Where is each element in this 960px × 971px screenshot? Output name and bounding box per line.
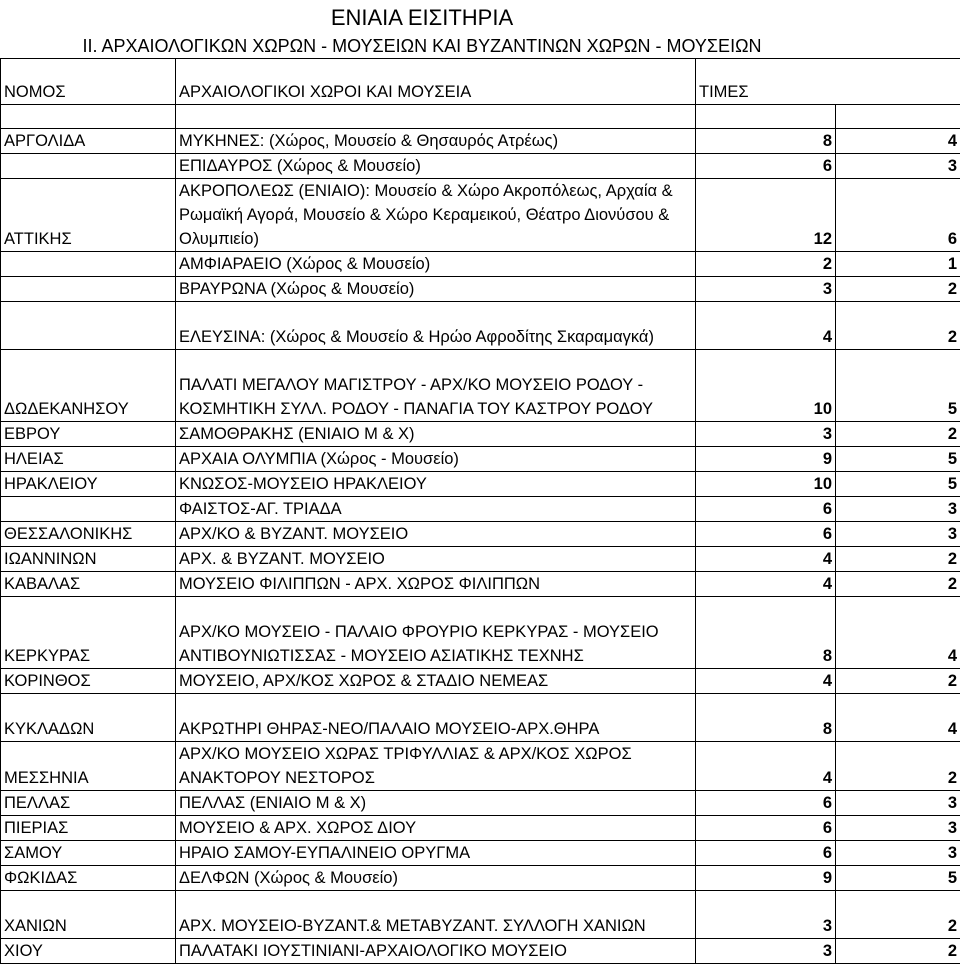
reduced-price-cell: 5 <box>836 866 960 891</box>
table-row <box>1 742 960 791</box>
reduced-price-cell: 3 <box>836 497 960 522</box>
site-cell: ΑΡΧ/ΚΟ & ΒΥΖΑΝΤ. ΜΟΥΣΕΙΟ <box>176 522 696 547</box>
price-table <box>0 58 960 964</box>
reduced-price-cell: 2 <box>836 891 960 939</box>
site-cell: ΕΛΕΥΣΙΝΑ: (Χώρος & Μουσείο & Ηρώο Αφροδίτης Σκαραμαγκά) <box>176 302 696 350</box>
spacer-cell <box>1 105 176 129</box>
reduced-price-cell: 4 <box>836 597 960 669</box>
full-price-cell: 10 <box>696 472 836 497</box>
table-row <box>1 669 960 694</box>
page-subtitle: ΙΙ. ΑΡΧΑΙΟΛΟΓΙΚΩΝ ΧΩΡΩΝ - ΜΟΥΣΕΙΩΝ ΚΑΙ ΒΥΖΑΝΤΙΝΩΝ ΧΩΡΩΝ - ΜΟΥΣΕΙΩΝ <box>82 36 762 56</box>
header-nomos: ΝΟΜΟΣ <box>1 59 176 105</box>
table-row <box>1 129 960 154</box>
reduced-price-cell: 3 <box>836 522 960 547</box>
nomos-cell: ΚΕΡΚΥΡΑΣ <box>1 597 176 669</box>
full-price-cell: 3 <box>696 422 836 447</box>
site-cell: ΦΑΙΣΤΟΣ-ΑΓ. ΤΡΙΑΔΑ <box>176 497 696 522</box>
reduced-price-cell: 4 <box>836 694 960 742</box>
nomos-cell: ΘΕΣΣΑΛΟΝΙΚΗΣ <box>1 522 176 547</box>
table-row <box>1 841 960 866</box>
table-row <box>1 547 960 572</box>
full-price-cell: 8 <box>696 597 836 669</box>
nomos-cell <box>1 252 176 277</box>
table-row <box>1 252 960 277</box>
site-cell: ΑΡΧ/ΚΟ ΜΟΥΣΕΙΟ - ΠΑΛΑΙΟ ΦΡΟΥΡΙΟ ΚΕΡΚΥΡΑΣ - ΜΟΥΣΕΙΟ ΑΝΤΙΒΟΥΝΙΩΤΙΣΣΑΣ - ΜΟΥΣΕΙΟ ΑΣΙΑΤΙΚΗΣ ΤΕΧΝΗΣ <box>176 597 696 669</box>
reduced-price-cell: 2 <box>836 277 960 302</box>
site-cell: ΑΡΧΑΙΑ ΟΛΥΜΠΙΑ (Χώρος - Μουσείο) <box>176 447 696 472</box>
table-row <box>1 422 960 447</box>
full-price-cell: 9 <box>696 447 836 472</box>
spacer-cell <box>836 105 960 129</box>
nomos-cell: ΠΕΛΛΑΣ <box>1 791 176 816</box>
full-price-cell: 6 <box>696 841 836 866</box>
spacer-row <box>1 105 960 129</box>
full-price-cell: 2 <box>696 252 836 277</box>
reduced-price-cell: 3 <box>836 791 960 816</box>
table-row <box>1 597 960 669</box>
full-price-cell: 9 <box>696 866 836 891</box>
full-price-cell: 3 <box>696 939 836 964</box>
reduced-price-cell: 2 <box>836 572 960 597</box>
reduced-price-cell: 4 <box>836 129 960 154</box>
table-row <box>1 447 960 472</box>
table-row <box>1 791 960 816</box>
table-row <box>1 302 960 350</box>
nomos-cell <box>1 154 176 179</box>
full-price-cell: 4 <box>696 742 836 791</box>
reduced-price-cell: 5 <box>836 447 960 472</box>
full-price-cell: 10 <box>696 350 836 422</box>
full-price-cell: 3 <box>696 277 836 302</box>
table-row <box>1 472 960 497</box>
full-price-cell: 6 <box>696 791 836 816</box>
nomos-cell: ΑΤΤΙΚΗΣ <box>1 179 176 252</box>
spacer-cell <box>696 105 836 129</box>
table-row <box>1 891 960 939</box>
nomos-cell: ΗΛΕΙΑΣ <box>1 447 176 472</box>
full-price-cell: 6 <box>696 522 836 547</box>
full-price-cell: 6 <box>696 816 836 841</box>
full-price-cell: 4 <box>696 669 836 694</box>
reduced-price-cell: 2 <box>836 422 960 447</box>
site-cell: ΠΑΛΑΤΑΚΙ ΙΟΥΣΤΙΝΙΑΝΙ-ΑΡΧΑΙΟΛΟΓΙΚΟ ΜΟΥΣΕΙΟ <box>176 939 696 964</box>
site-cell: ΑΚΡΩΤΗΡΙ ΘΗΡΑΣ-ΝΕΟ/ΠΑΛΑΙΟ ΜΟΥΣΕΙΟ-ΑΡΧ.ΘΗΡΑ <box>176 694 696 742</box>
reduced-price-cell: 2 <box>836 302 960 350</box>
nomos-cell: ΙΩΑΝΝΙΝΩΝ <box>1 547 176 572</box>
nomos-cell: ΚΑΒΑΛΑΣ <box>1 572 176 597</box>
site-cell: ΑΚΡΟΠΟΛΕΩΣ (ΕΝΙΑΙΟ): Μουσείο & Χώρο Ακροπόλεως, Αρχαία & Ρωμαϊκή Αγορά, Μουσείο & Χώρο Κεραμεικού, Θέατρο Διονύσου & Ολυμπιείο) <box>176 179 696 252</box>
nomos-cell <box>1 277 176 302</box>
site-cell: ΑΜΦΙΑΡΑΕΙΟ (Χώρος & Μουσείο) <box>176 252 696 277</box>
site-cell: ΑΡΧ/ΚΟ ΜΟΥΣΕΙΟ ΧΩΡΑΣ ΤΡΙΦΥΛΛΙΑΣ & ΑΡΧ/ΚΟΣ ΧΩΡΟΣ ΑΝΑΚΤΟΡΟΥ ΝΕΣΤΟΡΟΣ <box>176 742 696 791</box>
table-row <box>1 816 960 841</box>
nomos-cell: ΗΡΑΚΛΕΙΟΥ <box>1 472 176 497</box>
site-cell: ΒΡΑΥΡΩΝΑ (Χώρος & Μουσείο) <box>176 277 696 302</box>
nomos-cell <box>1 302 176 350</box>
header-prices: ΤΙΜΕΣ <box>696 59 960 105</box>
nomos-cell: ΔΩΔΕΚΑΝΗΣΟΥ <box>1 350 176 422</box>
header-sites: ΑΡΧΑΙΟΛΟΓΙΚΟΙ ΧΩΡΟΙ ΚΑΙ ΜΟΥΣΕΙΑ <box>176 59 696 105</box>
nomos-cell: ΚΟΡΙΝΘΟΣ <box>1 669 176 694</box>
spacer-cell <box>176 105 696 129</box>
nomos-cell: ΦΩΚΙΔΑΣ <box>1 866 176 891</box>
table-row <box>1 939 960 964</box>
nomos-cell: ΧΙΟΥ <box>1 939 176 964</box>
full-price-cell: 4 <box>696 547 836 572</box>
site-cell: ΜΥΚΗΝΕΣ: (Χώρος, Μουσείο & Θησαυρός Ατρέως) <box>176 129 696 154</box>
site-cell: ΜΟΥΣΕΙΟ ΦΙΛΙΠΠΩΝ - ΑΡΧ. ΧΩΡΟΣ ΦΙΛΙΠΠΩΝ <box>176 572 696 597</box>
site-cell: ΜΟΥΣΕΙΟ, ΑΡΧ/ΚΟΣ ΧΩΡΟΣ & ΣΤΑΔΙΟ ΝΕΜΕΑΣ <box>176 669 696 694</box>
site-cell: ΠΑΛΑΤΙ ΜΕΓΑΛΟΥ ΜΑΓΙΣΤΡΟΥ - ΑΡΧ/ΚΟ ΜΟΥΣΕΙΟ ΡΟΔΟΥ - ΚΟΣΜΗΤΙΚΗ ΣΥΛΛ. ΡΟΔΟΥ - ΠΑΝΑΓΙΑ ΤΟΥ ΚΑΣΤΡΟΥ ΡΟΔΟΥ <box>176 350 696 422</box>
full-price-cell: 3 <box>696 891 836 939</box>
site-cell: ΜΟΥΣΕΙΟ & ΑΡΧ. ΧΩΡΟΣ ΔΙΟΥ <box>176 816 696 841</box>
reduced-price-cell: 1 <box>836 252 960 277</box>
header-row <box>1 59 960 105</box>
nomos-cell: ΠΙΕΡΙΑΣ <box>1 816 176 841</box>
full-price-cell: 4 <box>696 572 836 597</box>
nomos-cell: ΚΥΚΛΑΔΩΝ <box>1 694 176 742</box>
nomos-cell: ΣΑΜΟΥ <box>1 841 176 866</box>
reduced-price-cell: 3 <box>836 154 960 179</box>
site-cell: ΑΡΧ. ΜΟΥΣΕΙΟ-ΒΥΖΑΝΤ.& ΜΕΤΑΒΥΖΑΝΤ. ΣΥΛΛΟΓΗ ΧΑΝΙΩΝ <box>176 891 696 939</box>
full-price-cell: 8 <box>696 129 836 154</box>
table-row <box>1 866 960 891</box>
nomos-cell <box>1 497 176 522</box>
table-row <box>1 522 960 547</box>
price-table-container <box>0 58 960 964</box>
site-cell: ΔΕΛΦΩΝ (Χώρος & Μουσείο) <box>176 866 696 891</box>
reduced-price-cell: 2 <box>836 742 960 791</box>
site-cell: ΠΕΛΛΑΣ (ΕΝΙΑΙΟ Μ & Χ) <box>176 791 696 816</box>
reduced-price-cell: 6 <box>836 179 960 252</box>
reduced-price-cell: 2 <box>836 669 960 694</box>
full-price-cell: 6 <box>696 497 836 522</box>
reduced-price-cell: 2 <box>836 939 960 964</box>
reduced-price-cell: 5 <box>836 472 960 497</box>
table-row <box>1 179 960 252</box>
nomos-cell: ΕΒΡΟΥ <box>1 422 176 447</box>
table-row <box>1 154 960 179</box>
table-row <box>1 350 960 422</box>
site-cell: ΗΡΑΙΟ ΣΑΜΟΥ-ΕΥΠΑΛΙΝΕΙΟ ΟΡΥΓΜΑ <box>176 841 696 866</box>
reduced-price-cell: 3 <box>836 841 960 866</box>
table-row <box>1 694 960 742</box>
reduced-price-cell: 2 <box>836 547 960 572</box>
table-row <box>1 277 960 302</box>
reduced-price-cell: 3 <box>836 816 960 841</box>
site-cell: ΕΠΙΔΑΥΡΟΣ (Χώρος & Μουσείο) <box>176 154 696 179</box>
full-price-cell: 12 <box>696 179 836 252</box>
nomos-cell: ΜΕΣΣΗΝΙΑ <box>1 742 176 791</box>
reduced-price-cell: 5 <box>836 350 960 422</box>
table-row <box>1 497 960 522</box>
full-price-cell: 6 <box>696 154 836 179</box>
table-body <box>1 129 960 964</box>
nomos-cell: ΧΑΝΙΩΝ <box>1 891 176 939</box>
site-cell: ΣΑΜΟΘΡΑΚΗΣ (ΕΝΙΑΙΟ Μ & Χ) <box>176 422 696 447</box>
site-cell: ΑΡΧ. & ΒΥΖΑΝΤ. ΜΟΥΣΕΙΟ <box>176 547 696 572</box>
nomos-cell: ΑΡΓΟΛΙΔΑ <box>1 129 176 154</box>
table-row <box>1 572 960 597</box>
full-price-cell: 4 <box>696 302 836 350</box>
full-price-cell: 8 <box>696 694 836 742</box>
site-cell: ΚΝΩΣΟΣ-ΜΟΥΣΕΙΟ ΗΡΑΚΛΕΙΟΥ <box>176 472 696 497</box>
page-title: ΕΝΙΑΙΑ ΕΙΣΙΤΗΡΙΑ <box>330 5 514 30</box>
